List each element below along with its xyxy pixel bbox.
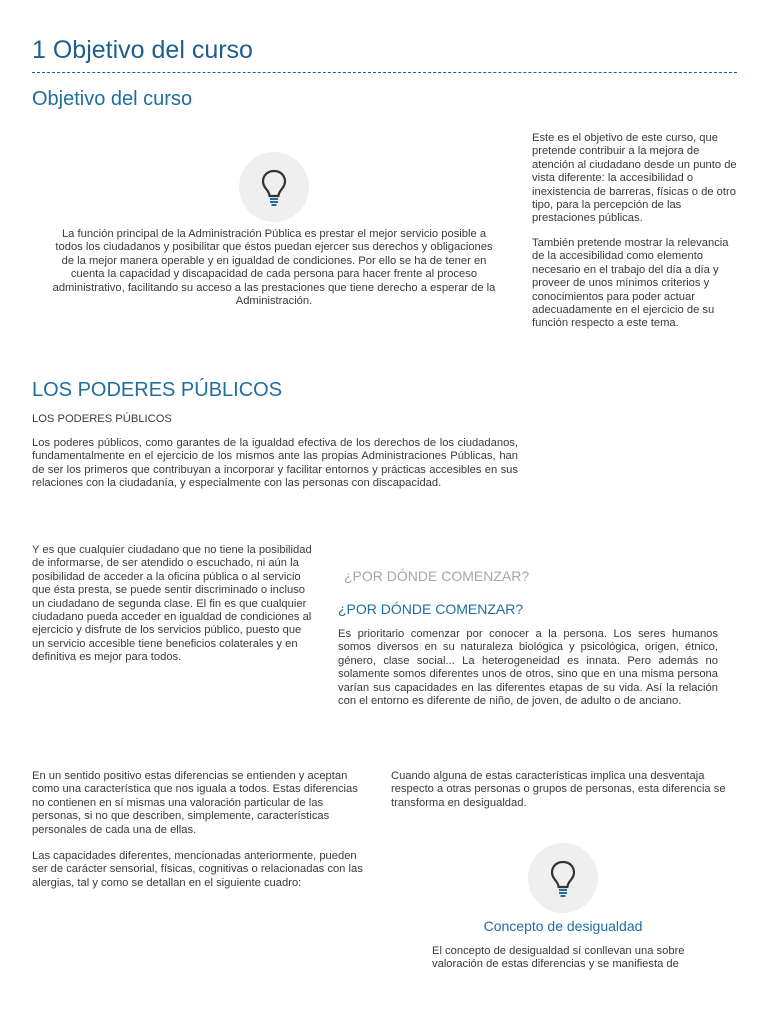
- title-divider: [32, 72, 737, 73]
- desigualdad-heading: Concepto de desigualdad: [483, 918, 643, 934]
- poderes-subheading: LOS PODERES PÚBLICOS: [32, 413, 172, 425]
- objetivo-icon-circle: [239, 152, 309, 222]
- objetivo-side-paragraph-2: También pretende mostrar la relevancia de la accesibilidad como elemento necesario en el trabajo del día a día y proveer de unos mínimos criterios y conocimientos para poder actuar adecuadamente en el ejercicio de su función respecto a este tema.: [532, 237, 729, 330]
- poderes-paragraph: Los poderes públicos, como garantes de la igualdad efectiva de los derechos de los ciudadanos, fundamentalmente en el ejercicio de los mismos ante las propias Administraciones Públicas, han de ser los primeros que contribuyan a incorporar y facilitar entornos y prácticas accesibles en sus relaciones con la ciudadanía, y especialmente con las personas con discapacidad.: [32, 437, 518, 490]
- lightbulb-icon: [548, 859, 578, 897]
- diferencias-left-paragraph-1: En un sentido positivo estas diferencias se entienden y aceptan como una característica que nos iguala a todos. Estas diferencias no contienen en sí mismas una valoración particular de las personas, si no que describen, simplemente, características personales de cada una de ellas.: [32, 770, 358, 836]
- comenzar-heading: ¿POR DÓNDE COMENZAR?: [338, 601, 524, 617]
- objetivo-heading: Objetivo del curso: [32, 88, 193, 110]
- page-title: 1 Objetivo del curso: [32, 36, 253, 64]
- objetivo-center-text: La función principal de la Administración Pública es prestar el mejor servicio posible a todos los ciudadanos y posibilitar que éstos puedan ejercer sus derechos y obligaciones de la mejor manera operable y en igualdad de condiciones. Por ello se ha de tener en cuenta la capacidad y discapacidad de cada persona para hacer frente al proceso administrativo, facilitando su acceso a las prestaciones que tiene derecho a esperar de la Administración.: [52, 228, 496, 308]
- poderes-left-paragraph: Y es que cualquier ciudadano que no tiene la posibilidad de informarse, de ser atendido o escuchado, ni aún la posibilidad de acceder a la oficina pública o al servicio que ésta presta, se puede sentir discriminado o incluso un ciudadano de segunda clase. El fin es que cualquier ciudadano pueda acceder en igualdad de condiciones al ejercicio y disfrute de los servicios público, puesto que un servicio accesible tiene beneficios colaterales y en definitiva es mejor para todos.: [32, 544, 312, 664]
- lightbulb-icon: [259, 168, 289, 206]
- diferencias-right-paragraph: Cuando alguna de estas características implica una desventaja respecto a otras personas o grupos de personas, esta diferencia se transforma en desigualdad.: [391, 770, 726, 809]
- poderes-heading: LOS PODERES PÚBLICOS: [32, 379, 283, 401]
- desigualdad-text: El concepto de desigualdad sí conllevan una sobre valoración de estas diferencias y se manifiesta de: [432, 945, 685, 971]
- diferencias-left-paragraph-2: Las capacidades diferentes, mencionadas anteriormente, pueden ser de carácter sensorial, físicas, cognitivas o relacionadas con las alergias, tal y como se detallan en el siguiente cuadro:: [32, 850, 363, 889]
- comenzar-paragraph: Es prioritario comenzar por conocer a la persona. Los seres humanos somos diversos en su naturaleza biológica y psicológica, origen, étnico, género, clase social... La heterogeneidad es innata. Pero además no solamente somos diferentes unos de otros, sino que en una misma persona varían sus capacidades en las diferentes etapas de su vida. Así la relación con el entorno es diferente de niño, de joven, de adulto o de anciano.: [338, 628, 718, 708]
- desigualdad-icon-circle: [528, 843, 598, 913]
- objetivo-side-paragraph-1: Este es el objetivo de este curso, que pretende contribuir a la mejora de atención al ciudadano desde un punto de vista diferente: la accesibilidad o inexistencia de barreras, físicas o de otro tipo, para la percepción de las prestaciones públicas.: [532, 132, 737, 225]
- comenzar-ghost-heading: ¿POR DÓNDE COMENZAR?: [344, 568, 530, 584]
